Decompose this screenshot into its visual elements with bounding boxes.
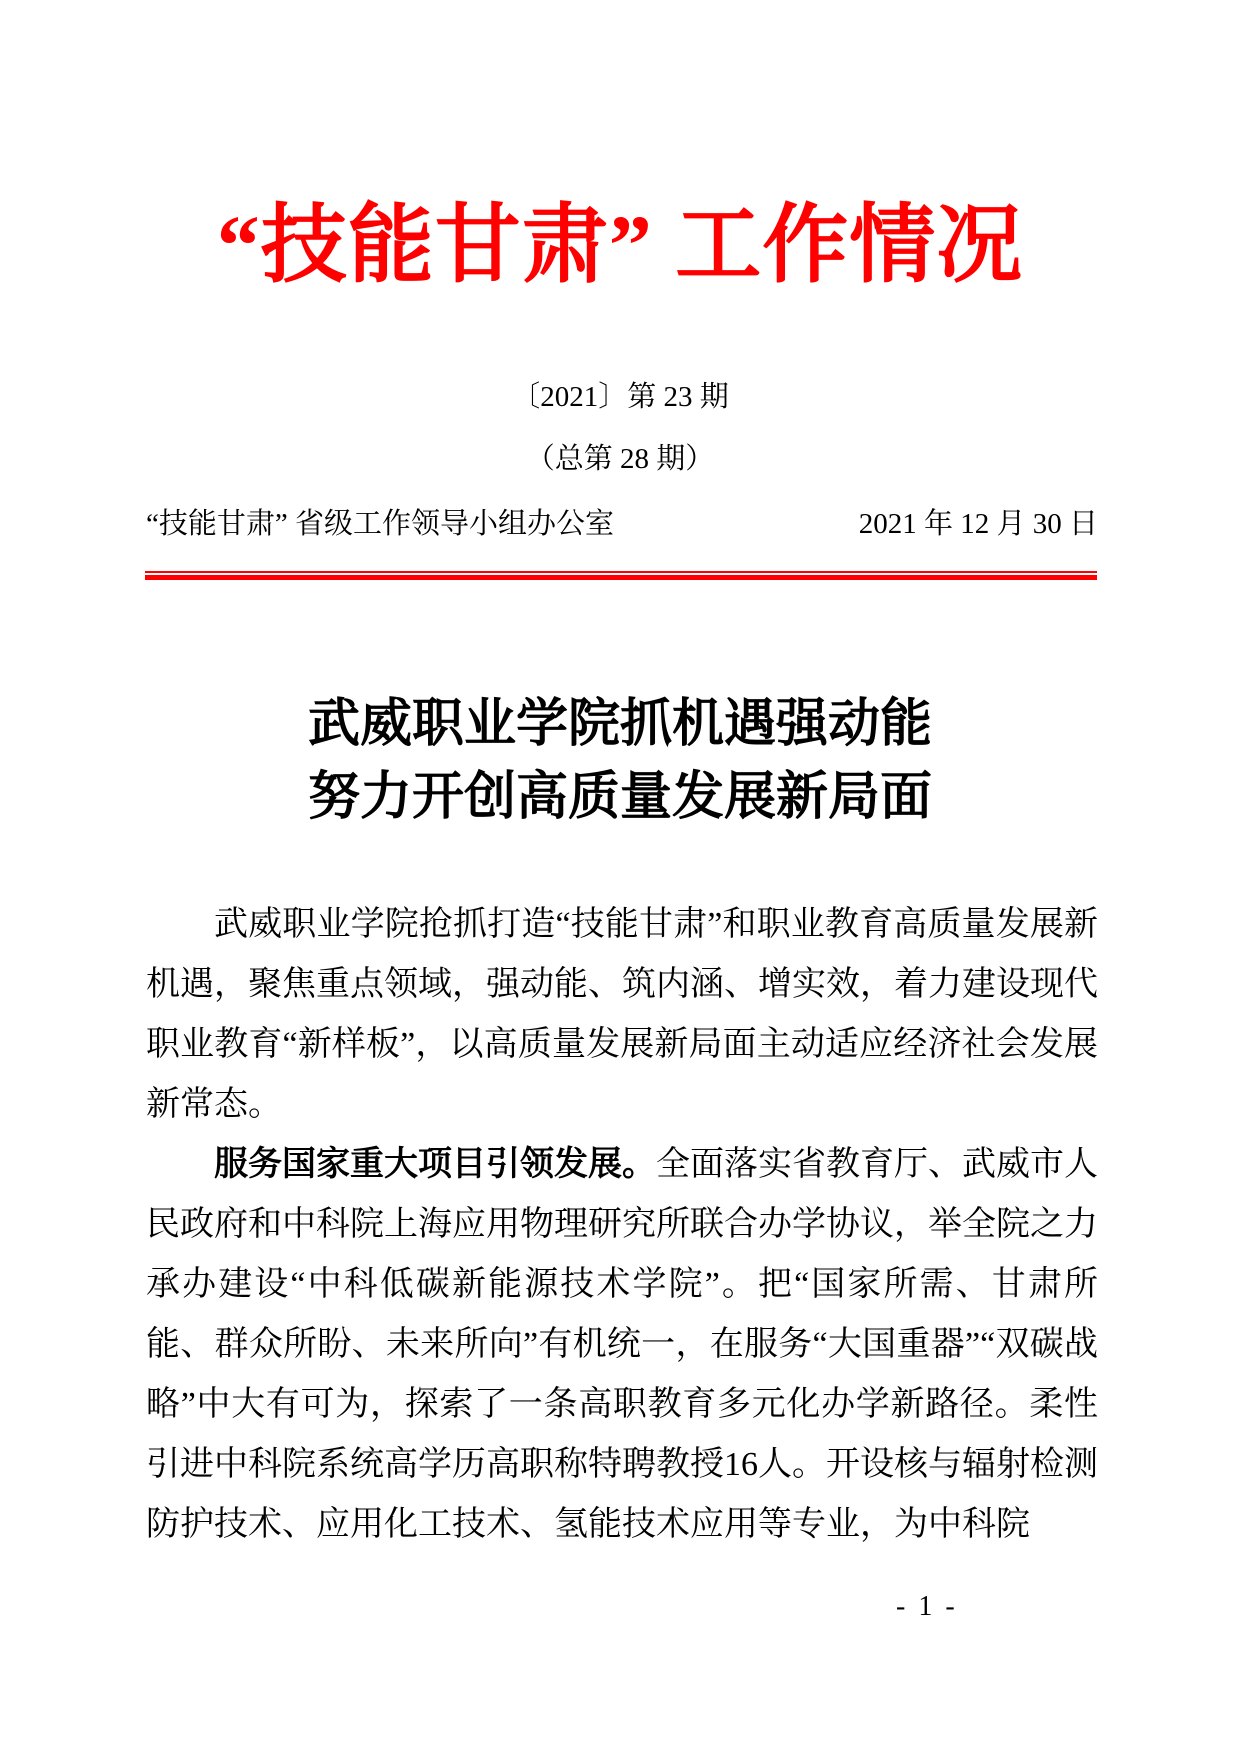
paragraph-1 (146, 895, 1098, 1135)
page-number: - 1 - (896, 1591, 958, 1622)
red-rule-thick-line (145, 575, 1097, 580)
issuing-office: “技能甘肃” 省级工作领导小组办公室 (146, 508, 614, 540)
issue-date: 2021 年 12 月 30 日 (858, 508, 1098, 540)
bulletin-masthead-title: “技能甘肃” 工作情况 (216, 197, 1024, 293)
red-double-rule (145, 571, 1097, 581)
cumulative-issue-line: （总第 28 期） (525, 443, 715, 475)
paragraph-2-text: 全面落实省教育厅、武威市人民政府和中科院上海应用物理研究所联合办学协议，举全院之力承办建设“中科低碳新能源技术学院”。把“国家所需、甘肃所能、群众所盼、未来所向”有机统一，在服务“大国重器”“双碳战略”中大有可为，探索了一条高职教育多元化办学新路径。柔性引进中科院系统高学历高职称特聘教授16人。开设核与辐射检测防护技术、应用化工技术、氢能技术应用等专业，为中科院 (146, 1146, 1098, 1543)
issue-number-line: 〔2021〕第 23 期 (511, 381, 729, 413)
paragraph-2-lead: 服务国家重大项目引领发展。 (214, 1146, 656, 1183)
article-title (0, 688, 1240, 834)
paragraph-2 (146, 1135, 1098, 1555)
paragraph-1-text: 武威职业学院抢抓打造“技能甘肃”和职业教育高质量发展新机遇，聚焦重点领域，强动能、筑内涵、增实效，着力建设现代职业教育“新样板”，以高质量发展新局面主动适应经济社会发展新常态。 (146, 906, 1098, 1123)
issuer-date-row (146, 506, 1098, 542)
article-body (146, 895, 1098, 1555)
article-title-line-1: 武威职业学院抓机遇强动能 (307, 696, 932, 753)
article-title-line-2: 努力开创高质量发展新局面 (307, 769, 932, 826)
